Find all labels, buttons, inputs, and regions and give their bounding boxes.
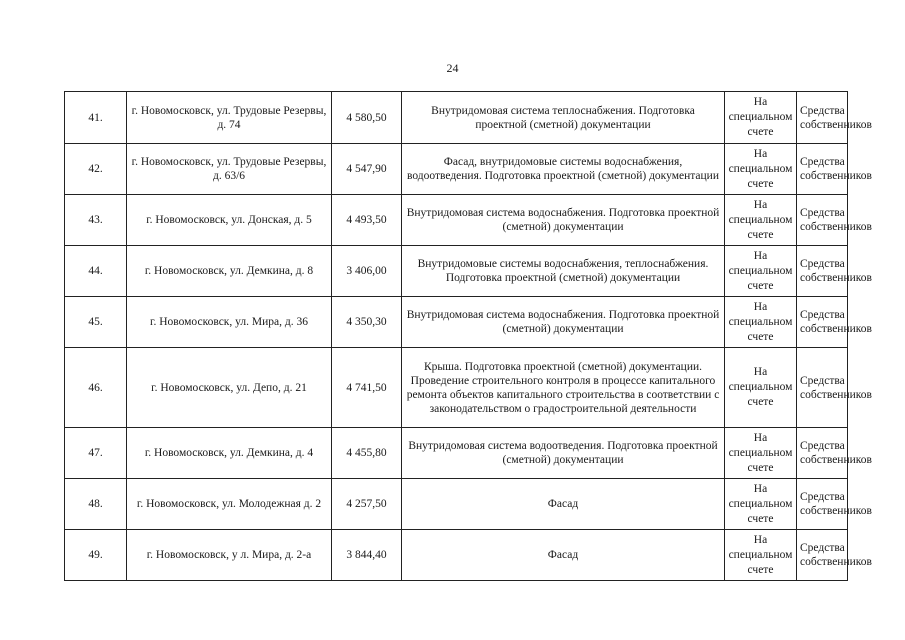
table-row bbox=[65, 144, 848, 195]
works-cell: Внутридомовая система водоснабжения. Подготовка проектной (сметной) документации bbox=[402, 195, 725, 246]
row-number: 42. bbox=[65, 144, 127, 195]
works-cell: Внутридомовая система теплоснабжения. Подготовка проектной (сметной) документации bbox=[402, 92, 725, 144]
table-row bbox=[65, 530, 848, 581]
row-number: 45. bbox=[65, 297, 127, 348]
account-cell: На специальном счете bbox=[725, 92, 797, 144]
works-cell: Фасад, внутридомовые системы водоснабжения, водоотведения. Подготовка проектной (сметной) документации bbox=[402, 144, 725, 195]
table-row bbox=[65, 297, 848, 348]
account-cell: На специальном счете bbox=[725, 144, 797, 195]
address-cell: г. Новомосковск, ул. Мира, д. 36 bbox=[127, 297, 332, 348]
funding-source-cell: Средства собственников bbox=[797, 246, 848, 297]
works-cell: Крыша. Подготовка проектной (сметной) документации. Проведение строительного контроля в процессе капитального ремонта объектов капитального строительства в соответствии с законодательством о градостроительной деятельности bbox=[402, 348, 725, 428]
funding-source-cell: Средства собственников bbox=[797, 297, 848, 348]
account-cell: На специальном счете bbox=[725, 246, 797, 297]
cost-cell: 4 741,50 bbox=[332, 348, 402, 428]
funding-source-cell: Средства собственников bbox=[797, 479, 848, 530]
row-number: 46. bbox=[65, 348, 127, 428]
funding-source-cell: Средства собственников bbox=[797, 348, 848, 428]
account-cell: На специальном счете bbox=[725, 428, 797, 479]
row-number: 48. bbox=[65, 479, 127, 530]
funding-source-cell: Средства собственников bbox=[797, 428, 848, 479]
account-cell: На специальном счете bbox=[725, 348, 797, 428]
table-row bbox=[65, 246, 848, 297]
works-cell: Фасад bbox=[402, 530, 725, 581]
funding-source-cell: Средства собственников bbox=[797, 144, 848, 195]
works-cell: Внутридомовая система водоснабжения. Подготовка проектной (сметной) документации bbox=[402, 297, 725, 348]
works-cell: Внутридомовая система водоотведения. Подготовка проектной (сметной) документации bbox=[402, 428, 725, 479]
address-cell: г. Новомосковск, ул. Молодежная д. 2 bbox=[127, 479, 332, 530]
row-number: 41. bbox=[65, 92, 127, 144]
account-cell: На специальном счете bbox=[725, 297, 797, 348]
cost-cell: 4 455,80 bbox=[332, 428, 402, 479]
address-cell: г. Новомосковск, ул. Трудовые Резервы, д. 63/6 bbox=[127, 144, 332, 195]
table-row bbox=[65, 348, 848, 428]
row-number: 44. bbox=[65, 246, 127, 297]
account-cell: На специальном счете bbox=[725, 530, 797, 581]
cost-cell: 3 406,00 bbox=[332, 246, 402, 297]
cost-cell: 4 257,50 bbox=[332, 479, 402, 530]
address-cell: г. Новомосковск, ул. Демкина, д. 8 bbox=[127, 246, 332, 297]
works-cell: Фасад bbox=[402, 479, 725, 530]
address-cell: г. Новомосковск, ул. Депо, д. 21 bbox=[127, 348, 332, 428]
row-number: 43. bbox=[65, 195, 127, 246]
table-row bbox=[65, 195, 848, 246]
funding-source-cell: Средства собственников bbox=[797, 195, 848, 246]
funding-source-cell: Средства собственников bbox=[797, 92, 848, 144]
repair-works-table bbox=[64, 91, 872, 581]
cost-cell: 4 547,90 bbox=[332, 144, 402, 195]
table-row bbox=[65, 92, 848, 144]
page-number: 24 bbox=[446, 61, 459, 75]
row-number: 49. bbox=[65, 530, 127, 581]
row-number: 47. bbox=[65, 428, 127, 479]
address-cell: г. Новомосковск, ул. Трудовые Резервы, д. 74 bbox=[127, 92, 332, 144]
cost-cell: 4 493,50 bbox=[332, 195, 402, 246]
cost-cell: 4 580,50 bbox=[332, 92, 402, 144]
table-row bbox=[65, 428, 848, 479]
funding-source-cell: Средства собственников bbox=[797, 530, 848, 581]
cost-cell: 4 350,30 bbox=[332, 297, 402, 348]
table-row bbox=[65, 479, 848, 530]
address-cell: г. Новомосковск, ул. Демкина, д. 4 bbox=[127, 428, 332, 479]
account-cell: На специальном счете bbox=[725, 195, 797, 246]
account-cell: На специальном счете bbox=[725, 479, 797, 530]
address-cell: г. Новомосковск, ул. Донская, д. 5 bbox=[127, 195, 332, 246]
cost-cell: 3 844,40 bbox=[332, 530, 402, 581]
works-cell: Внутридомовые системы водоснабжения, теплоснабжения. Подготовка проектной (сметной) документации bbox=[402, 246, 725, 297]
address-cell: г. Новомосковск, у л. Мира, д. 2-а bbox=[127, 530, 332, 581]
